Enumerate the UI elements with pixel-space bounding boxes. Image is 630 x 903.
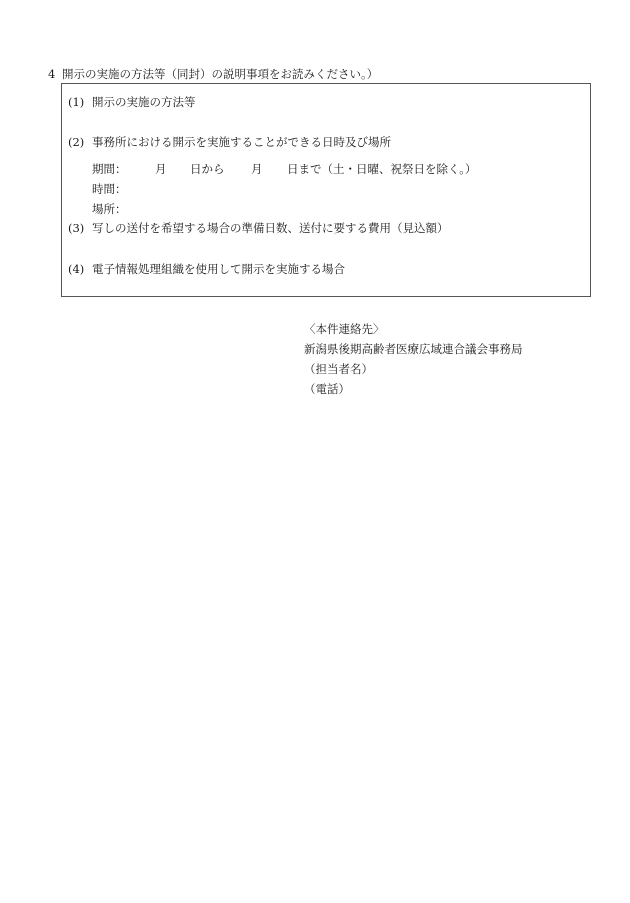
item-4-label: 電子情報処理組織を使用して開示を実施する場合	[92, 262, 345, 276]
place-label: 場所：	[92, 202, 127, 216]
item-4	[68, 261, 345, 277]
period-month-1: 月	[155, 162, 167, 176]
place-row	[92, 201, 127, 217]
item-1-label: 開示の実施の方法等	[92, 95, 196, 109]
item-2-number: (2)	[68, 135, 85, 149]
item-2	[68, 134, 391, 150]
item-2-label: 事務所における開示を実施することができる日時及び場所	[92, 135, 391, 149]
period-day-from: 日から	[190, 162, 225, 176]
contact-person: （担当者名）	[304, 362, 373, 376]
item-1-number: (1)	[68, 95, 85, 109]
period-label: 期間：	[92, 162, 127, 176]
item-1	[68, 94, 196, 110]
time-row	[92, 181, 127, 197]
item-3-number: (3)	[68, 221, 85, 235]
item-3-label: 写しの送付を希望する場合の準備日数、送付に要する費用（見込額）	[92, 221, 449, 235]
period-day-to: 日まで（土・日曜、祝祭日を除く。）	[287, 162, 477, 176]
contact-heading: 〈本件連絡先〉	[304, 322, 385, 336]
contact-phone: （電話）	[304, 382, 350, 396]
contact-organization: 新潟県後期高齢者医療広域連合議会事務局	[304, 342, 523, 356]
period-month-2: 月	[251, 162, 263, 176]
section-number: 4	[48, 67, 56, 81]
section-title: 開示の実施の方法等（同封）の説明事項をお読みください。）	[62, 67, 379, 81]
period-row	[92, 161, 477, 177]
time-label: 時間：	[92, 182, 127, 196]
item-4-number: (4)	[68, 262, 85, 276]
section-heading	[48, 66, 378, 82]
item-3	[68, 220, 449, 236]
